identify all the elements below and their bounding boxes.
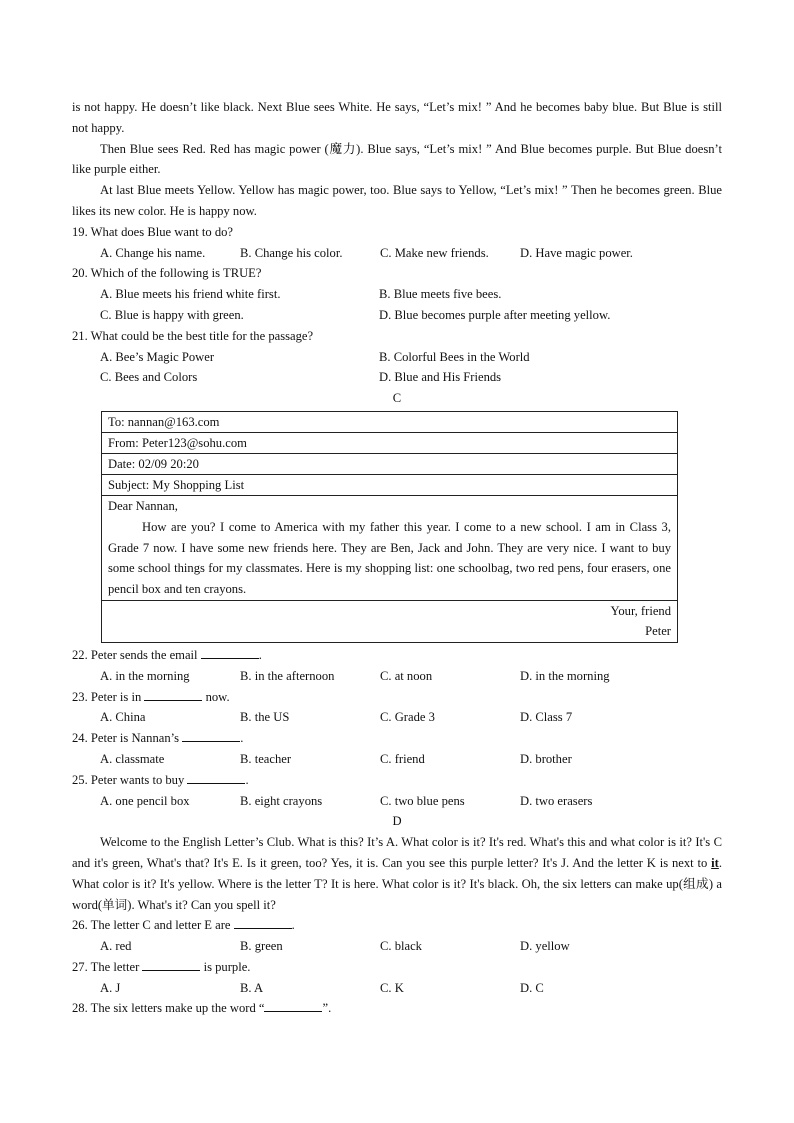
options-row (100, 367, 722, 388)
email-signature-block (102, 601, 677, 642)
options-row (100, 666, 722, 687)
answer-option[interactable]: D. Class 7 (520, 710, 573, 725)
question-stem: 19. What does Blue want to do? (72, 224, 234, 239)
options-row (100, 749, 722, 770)
answer-option[interactable]: C. K (380, 980, 404, 995)
email-signature: Peter (645, 624, 671, 639)
answer-option[interactable]: B. Colorful Bees in the World (379, 349, 530, 364)
question-stem: 21. What could be the best title for the passage? (72, 328, 314, 343)
options-row (100, 305, 722, 326)
question-stem-after: ”. (322, 1001, 332, 1016)
email-to: To: nannan@163.com (102, 412, 677, 433)
email-closing: Your, friend (610, 603, 671, 618)
email-subject: Subject: My Shopping List (102, 475, 677, 496)
question-stem-before: 25. Peter wants to buy (72, 772, 188, 787)
answer-option[interactable]: D. C (520, 980, 544, 995)
answer-option[interactable]: B. Blue meets five bees. (379, 287, 502, 302)
answer-option[interactable]: D. two erasers (520, 793, 593, 808)
answer-option[interactable]: B. A (240, 980, 264, 995)
question-stem-before: 23. Peter is in (72, 689, 145, 704)
passage-b-paragraph-3: At last Blue meets Yellow. Yellow has magic power, too. Blue says to Yellow, “Let’s mix! ” Then he becomes green. Blue likes its new color. He is happy now. (72, 183, 722, 218)
answer-option[interactable]: B. Change his color. (240, 245, 343, 260)
question-stem-after: . (291, 918, 295, 933)
worksheet-page (72, 97, 722, 1019)
question-stem (72, 998, 722, 1019)
passage-b-paragraph-2: Then Blue sees Red. Red has magic power (魔力). Blue says, “Let’s mix! ” And Blue becomes purple. But Blue doesn’t like purple either. (72, 141, 722, 177)
answer-option[interactable]: A. Bee’s Magic Power (100, 349, 215, 364)
answer-option[interactable]: D. in the morning (520, 668, 610, 683)
question-stem-after: . (240, 731, 244, 746)
section-c-heading: C (392, 391, 402, 406)
question-stem (72, 687, 722, 708)
options-row (100, 707, 722, 728)
answer-option[interactable]: A. one pencil box (100, 793, 190, 808)
question-stem-after: . (258, 647, 262, 662)
question-stem-after: is purple. (200, 959, 251, 974)
passage-d-emphasis: it (711, 855, 719, 870)
options-row (100, 347, 722, 368)
options-row (100, 284, 722, 305)
answer-blank[interactable] (201, 645, 259, 659)
questions-c (72, 645, 722, 811)
answer-option[interactable]: B. the US (240, 710, 290, 725)
answer-option[interactable]: C. Make new friends. (380, 245, 489, 260)
passage-d-text-before: Welcome to the English Letter’s Club. What is this? It’s A. What color is it? It's red. What's this and what color is it? It's C and it's green, What's that? It's E. Is it green, too? Yes, it is. Can you see this purple letter? It's J. And the letter K is next to (72, 835, 722, 870)
options-row (100, 791, 722, 812)
answer-blank[interactable] (142, 957, 200, 971)
question-stem: 20. Which of the following is TRUE? (72, 266, 262, 281)
answer-blank[interactable] (187, 770, 245, 784)
question-stem (72, 645, 722, 666)
answer-blank[interactable] (264, 998, 322, 1012)
question-stem (72, 770, 722, 791)
question-stem-before: 27. The letter (72, 959, 143, 974)
answer-option[interactable]: C. two blue pens (380, 793, 465, 808)
question-stem-before: 28. The six letters make up the word “ (72, 1001, 265, 1016)
answer-option[interactable]: D. brother (520, 751, 572, 766)
answer-option[interactable]: A. Change his name. (100, 245, 206, 260)
answer-option[interactable]: C. at noon (380, 668, 433, 683)
answer-option[interactable]: B. green (240, 939, 283, 954)
answer-option[interactable]: A. J (100, 980, 121, 995)
answer-option[interactable]: A. China (100, 710, 146, 725)
passage-d-text-after: . What color is it? It's yellow. Where is the letter T? It is here. What color is it? It's black. Oh, the six letters can make up(组成) a word(单词). What's it? Can you spell it? (72, 855, 722, 912)
question-stem-before: 24. Peter is Nannan’s (72, 731, 183, 746)
answer-blank[interactable] (144, 687, 202, 701)
answer-option[interactable]: D. yellow (520, 939, 570, 954)
answer-option[interactable]: A. red (100, 939, 132, 954)
email-from: From: Peter123@sohu.com (102, 433, 677, 454)
answer-option[interactable]: A. Blue meets his friend white first. (100, 287, 281, 302)
answer-blank[interactable] (234, 915, 292, 929)
answer-option[interactable]: B. teacher (240, 751, 292, 766)
section-d-heading: D (392, 814, 402, 829)
answer-option[interactable]: C. black (380, 939, 422, 954)
question-stem (72, 957, 722, 978)
answer-option[interactable]: D. Have magic power. (520, 245, 633, 260)
answer-option[interactable]: D. Blue and His Friends (379, 370, 502, 385)
options-row (100, 936, 722, 957)
answer-option[interactable]: D. Blue becomes purple after meeting yellow. (379, 307, 611, 322)
question-stem-before: 22. Peter sends the email (72, 647, 201, 662)
options-row (100, 243, 722, 264)
passage-d (72, 832, 722, 915)
answer-option[interactable]: B. in the afternoon (240, 668, 335, 683)
answer-option[interactable]: C. Blue is happy with green. (100, 307, 244, 322)
email-box (101, 411, 678, 643)
answer-option[interactable]: C. Bees and Colors (100, 370, 198, 385)
answer-option[interactable]: A. in the morning (100, 668, 190, 683)
question-stem (72, 728, 722, 749)
question-stem-after: now. (202, 689, 230, 704)
question-stem (72, 915, 722, 936)
email-body-block (102, 496, 677, 601)
answer-option[interactable]: B. eight crayons (240, 793, 323, 808)
passage-b-paragraph-1: is not happy. He doesn’t like black. Next Blue sees White. He says, “Let’s mix! ” And he becomes baby blue. But Blue is still not happy. (72, 100, 722, 135)
email-body: How are you? I come to America with my father this year. I come to a new school. I am in Class 3, Grade 7 now. I have some new friends here. They are Ben, Jack and John. They are very nice. I want to buy some school things for my classmates. Here is my shopping list: one schoolbag, two red pens, four erasers, one pencil box and ten crayons. (108, 519, 671, 597)
questions-d (72, 915, 722, 1019)
answer-option[interactable]: A. classmate (100, 751, 165, 766)
question-stem-before: 26. The letter C and letter E are (72, 918, 234, 933)
answer-blank[interactable] (182, 728, 240, 742)
answer-option[interactable]: C. friend (380, 751, 425, 766)
email-greeting: Dear Nannan, (108, 498, 178, 513)
answer-option[interactable]: C. Grade 3 (380, 710, 435, 725)
questions-b (72, 222, 722, 388)
question-stem-after: . (245, 772, 249, 787)
email-date: Date: 02/09 20:20 (102, 454, 677, 475)
options-row (100, 978, 722, 999)
